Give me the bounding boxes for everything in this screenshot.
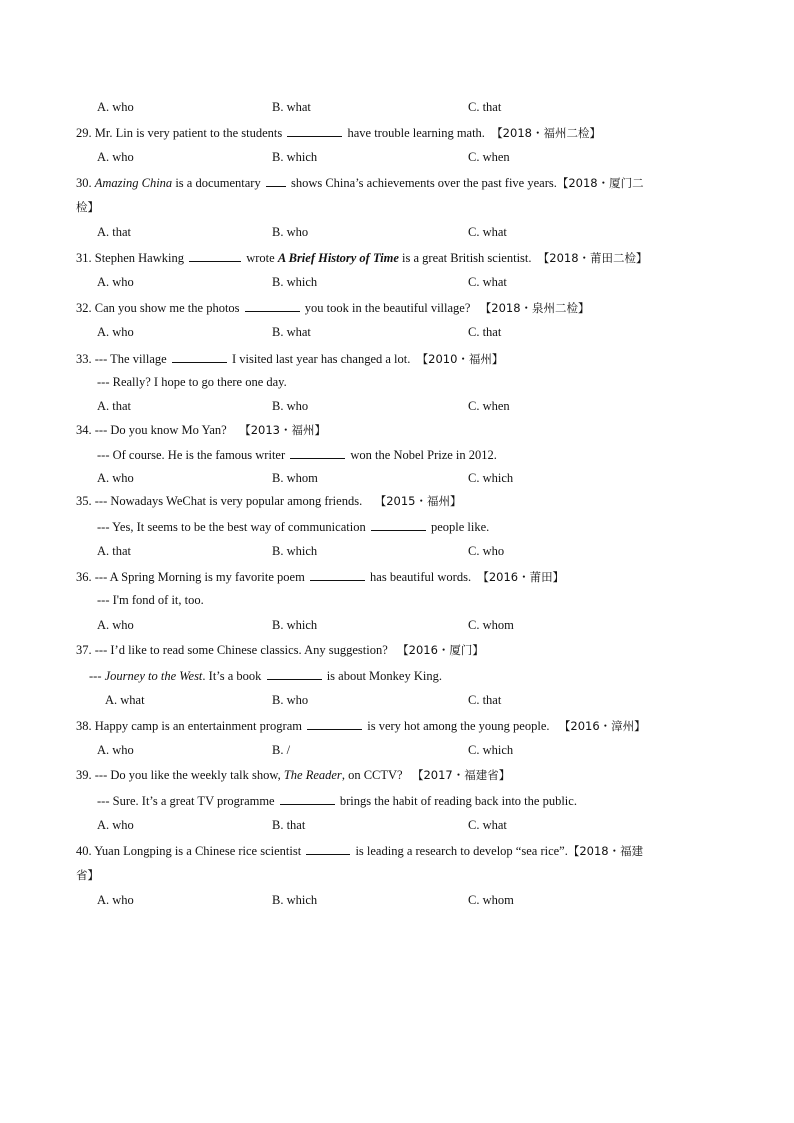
q28-option-a: A. who bbox=[97, 100, 134, 114]
q38-text-pre: 38. Happy camp is an entertainment program bbox=[76, 719, 306, 733]
q36-text-post: has beautiful words. bbox=[366, 570, 472, 584]
q38-option-a: A. who bbox=[97, 743, 134, 757]
q29-text-post: have trouble learning math. bbox=[344, 126, 485, 140]
q32-text-pre: 32. Can you show me the photos bbox=[76, 301, 243, 315]
q30-text-post: shows China’s achievements over the past five years. bbox=[287, 176, 557, 190]
q30-source-part2: 检】 bbox=[76, 200, 99, 214]
q39-reply bbox=[0, 790, 794, 810]
q38-option-b: B. / bbox=[272, 743, 291, 757]
q28-options bbox=[0, 97, 794, 117]
q32-stem bbox=[0, 297, 794, 317]
q32-blank bbox=[245, 297, 300, 312]
q30-stem bbox=[0, 172, 794, 192]
q35-reply-post: people like. bbox=[427, 520, 490, 534]
q32-option-b: B. what bbox=[272, 325, 311, 339]
q39-text-pre: 39. --- Do you like the weekly talk show, bbox=[76, 768, 284, 782]
q31-text-pre: 31. Stephen Hawking bbox=[76, 251, 188, 265]
q34-source: 【2013・福州】 bbox=[239, 423, 326, 437]
q38-stem bbox=[0, 715, 794, 735]
q30-blank bbox=[266, 172, 286, 187]
q32-text-post: you took in the beautiful village? bbox=[301, 301, 471, 315]
q30-option-c: C. what bbox=[468, 225, 507, 239]
q35-option-a: A. that bbox=[97, 544, 132, 558]
q35-reply-pre: --- Yes, It seems to be the best way of communication bbox=[97, 520, 369, 534]
q39-stem bbox=[0, 765, 794, 785]
q31-options bbox=[0, 272, 794, 292]
q30-options bbox=[0, 222, 794, 242]
q30-number: 30. bbox=[76, 176, 95, 190]
q31-option-c: C. what bbox=[468, 275, 507, 289]
q29-option-a: A. who bbox=[97, 150, 134, 164]
q36-option-b: B. which bbox=[272, 618, 318, 632]
q31-title: A Brief History of Time bbox=[277, 251, 399, 265]
q28-option-b: B. what bbox=[272, 100, 311, 114]
q35-options bbox=[0, 541, 794, 561]
q30-option-b: B. who bbox=[272, 225, 309, 239]
q35-reply bbox=[0, 516, 794, 536]
q34-option-c: C. which bbox=[468, 471, 514, 485]
q37-source: 【2016・厦门】 bbox=[397, 643, 484, 657]
q29-blank bbox=[287, 122, 342, 137]
q32-options bbox=[0, 322, 794, 342]
q35-source: 【2015・福州】 bbox=[374, 494, 462, 508]
q30-option-a: A. that bbox=[97, 225, 132, 239]
q31-stem bbox=[0, 247, 794, 267]
q37-text: 37. --- I’d like to read some Chinese classics. Any suggestion? bbox=[76, 643, 388, 657]
q36-reply bbox=[0, 590, 794, 610]
q39-option-b: B. that bbox=[272, 818, 306, 832]
q40-stem bbox=[0, 840, 794, 860]
q32-option-c: C. that bbox=[468, 325, 502, 339]
q34-reply-post: won the Nobel Prize in 2012. bbox=[347, 448, 497, 462]
q29-source: 【2018・福州二检】 bbox=[491, 126, 601, 140]
q33-blank bbox=[172, 348, 227, 363]
q40-source-part2: 省】 bbox=[76, 868, 99, 882]
q34-options bbox=[0, 468, 794, 488]
q37-option-a: A. what bbox=[105, 693, 145, 707]
q36-reply-text: --- I'm fond of it, too. bbox=[97, 593, 204, 607]
q36-text-pre: 36. --- A Spring Morning is my favorite poem bbox=[76, 570, 308, 584]
q33-option-b: B. who bbox=[272, 399, 309, 413]
q29-text-pre: 29. Mr. Lin is very patient to the students bbox=[76, 126, 286, 140]
q32-source: 【2018・泉州二检】 bbox=[479, 301, 590, 315]
q31-option-b: B. which bbox=[272, 275, 318, 289]
q33-stem bbox=[0, 348, 794, 368]
q29-option-c: C. when bbox=[468, 150, 510, 164]
q35-stem bbox=[0, 491, 794, 511]
q37-blank bbox=[267, 665, 322, 680]
q40-options bbox=[0, 890, 794, 910]
q37-options bbox=[0, 690, 794, 710]
q33-source: 【2010・福州】 bbox=[416, 352, 504, 366]
q33-options bbox=[0, 396, 794, 416]
q39-reply-pre: --- Sure. It’s a great TV programme bbox=[97, 794, 278, 808]
q37-reply-dash: --- bbox=[89, 669, 105, 683]
q36-stem bbox=[0, 566, 794, 586]
q40-blank bbox=[306, 840, 350, 855]
q38-text-post: is very hot among the young people. bbox=[364, 719, 550, 733]
q40-text-post: is leading a research to develop “sea rice”. bbox=[352, 844, 568, 858]
q37-reply bbox=[0, 665, 794, 685]
q40-stem-cont bbox=[0, 865, 794, 885]
q39-blank bbox=[280, 790, 335, 805]
q39-option-a: A. who bbox=[97, 818, 134, 832]
q34-text: 34. --- Do you know Mo Yan? bbox=[76, 423, 227, 437]
q33-option-a: A. that bbox=[97, 399, 132, 413]
q33-reply-text: --- Really? I hope to go there one day. bbox=[97, 375, 287, 389]
q34-reply bbox=[0, 444, 794, 464]
q40-option-a: A. who bbox=[97, 893, 134, 907]
q29-option-b: B. which bbox=[272, 150, 318, 164]
q30-text-mid: is a documentary bbox=[172, 176, 264, 190]
q37-option-c: C. that bbox=[468, 693, 502, 707]
q37-option-b: B. who bbox=[272, 693, 309, 707]
q39-option-c: C. what bbox=[468, 818, 507, 832]
q34-stem bbox=[0, 420, 794, 440]
q30-source-part1: 【2018・厦门二 bbox=[556, 176, 644, 190]
q36-options bbox=[0, 615, 794, 635]
q34-blank bbox=[290, 444, 345, 459]
q39-options bbox=[0, 815, 794, 835]
q36-source: 【2016・莆田】 bbox=[477, 570, 565, 584]
q38-blank bbox=[307, 715, 362, 730]
q38-options bbox=[0, 740, 794, 760]
q35-text: 35. --- Nowadays WeChat is very popular among friends. bbox=[76, 494, 363, 508]
q33-option-c: C. when bbox=[468, 399, 510, 413]
q40-option-b: B. which bbox=[272, 893, 318, 907]
q38-option-c: C. which bbox=[468, 743, 514, 757]
q39-text-post: , on CCTV? bbox=[341, 768, 403, 782]
q31-text-post: is a great British scientist. bbox=[398, 251, 532, 265]
q31-option-a: A. who bbox=[97, 275, 134, 289]
q28-option-c: C. that bbox=[468, 100, 502, 114]
q37-title: Journey to the West bbox=[104, 669, 203, 683]
q31-text-mid: wrote bbox=[243, 251, 278, 265]
q30-title: Amazing China bbox=[94, 176, 173, 190]
q37-stem bbox=[0, 640, 794, 660]
q33-reply bbox=[0, 372, 794, 392]
q29-options bbox=[0, 147, 794, 167]
q40-text-pre: 40. Yuan Longping is a Chinese rice scientist bbox=[76, 844, 305, 858]
q39-title: The Reader bbox=[283, 768, 342, 782]
q37-reply-mid: . It’s a book bbox=[202, 669, 265, 683]
q35-option-c: C. who bbox=[468, 544, 505, 558]
q34-reply-pre: --- Of course. He is the famous writer bbox=[97, 448, 289, 462]
q35-blank bbox=[371, 516, 426, 531]
q31-blank bbox=[189, 247, 241, 262]
q36-blank bbox=[310, 566, 365, 581]
q40-source-part1: 【2018・福建 bbox=[567, 844, 644, 858]
q39-reply-post: brings the habit of reading back into the public. bbox=[336, 794, 577, 808]
q39-source: 【2017・福建省】 bbox=[411, 768, 511, 782]
q30-stem-cont bbox=[0, 197, 794, 217]
q33-text-post: I visited last year has changed a lot. bbox=[228, 352, 411, 366]
q38-source: 【2016・漳州】 bbox=[558, 719, 646, 733]
q35-option-b: B. which bbox=[272, 544, 318, 558]
q29-stem bbox=[0, 122, 794, 142]
q40-option-c: C. whom bbox=[468, 893, 514, 907]
q31-source: 【2018・莆田二检】 bbox=[537, 251, 648, 265]
q32-option-a: A. who bbox=[97, 325, 134, 339]
q34-option-b: B. whom bbox=[272, 471, 318, 485]
q33-text-pre: 33. --- The village bbox=[76, 352, 170, 366]
q34-option-a: A. who bbox=[97, 471, 134, 485]
q36-option-a: A. who bbox=[97, 618, 134, 632]
q36-option-c: C. whom bbox=[468, 618, 514, 632]
q37-reply-post: is about Monkey King. bbox=[323, 669, 442, 683]
